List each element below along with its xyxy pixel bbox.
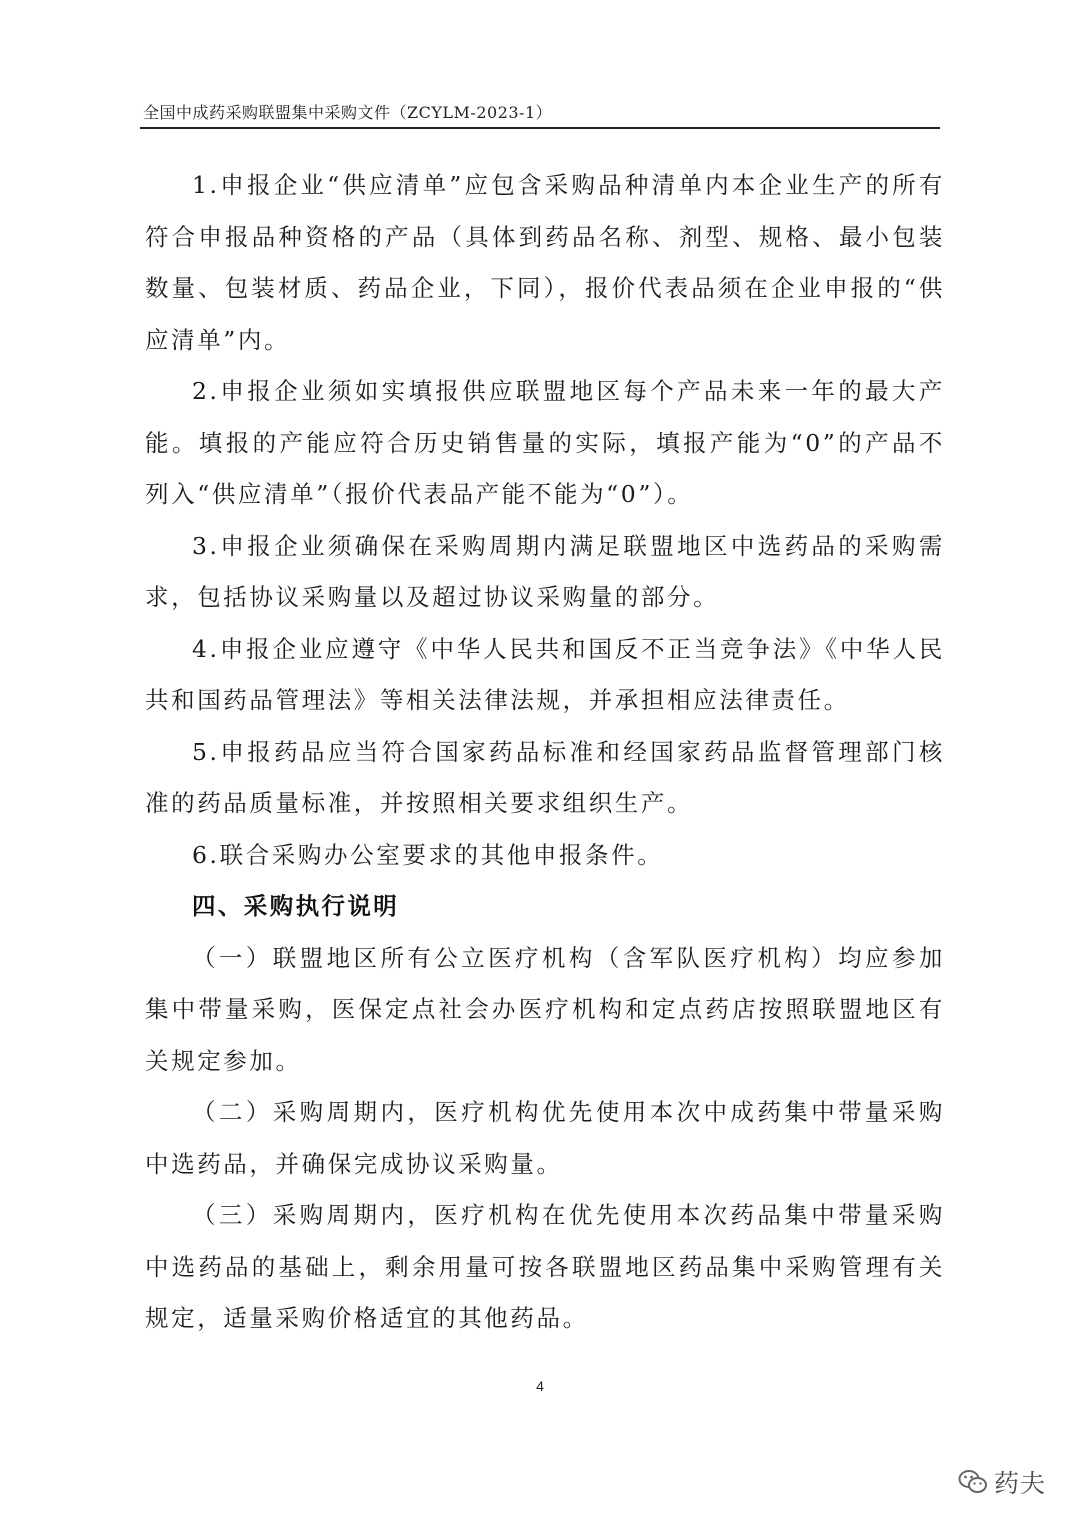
page-number: 4 <box>536 1378 544 1394</box>
document-title: 全国中成药采购联盟集中采购文件（ZCYLM-2023-1） <box>143 103 553 122</box>
header-divider <box>140 127 940 129</box>
paragraph-6: 6.联合采购办公室要求的其他申报条件。 <box>192 840 664 869</box>
document-body <box>145 160 945 1345</box>
wechat-icon <box>958 1469 988 1495</box>
paragraph-3: 3.申报企业须确保在采购周期内满足联盟地区中选药品的采购需求，包括协议采购量以及超过协议采购量的部分。 <box>145 531 945 611</box>
paragraph-5: 5.申报药品应当符合国家药品标准和经国家药品监督管理部门核准的药品质量标准，并按照相关要求组织生产。 <box>145 737 945 817</box>
paragraph-1: 1.申报企业“供应清单”应包含采购品种清单内本企业生产的所有符合申报品种资格的产品（具体到药品名称、剂型、规格、最小包装数量、包装材质、药品企业，下同），报价代表品须在企业申报的“供应清单”内。 <box>145 171 945 354</box>
paragraph-4: 4.申报企业应遵守《中华人民共和国反不正当竞争法》《中华人民共和国药品管理法》等相关法律法规，并承担相应法律责任。 <box>145 634 945 714</box>
paragraph-2: 2.申报企业须如实填报供应联盟地区每个产品未来一年的最大产能。填报的产能应符合历史销售量的实际，填报产能为“0”的产品不列入“供应清单”（报价代表品产能不能为“0”）。 <box>145 377 945 508</box>
watermark-text: 药夫 <box>994 1469 1047 1498</box>
paragraph-9: （三）采购周期内，医疗机构在优先使用本次药品集中带量采购中选药品的基础上，剩余用量可按各联盟地区药品集中采购管理有关规定，适量采购价格适宜的其他药品。 <box>145 1201 945 1332</box>
paragraph-8: （二）采购周期内，医疗机构优先使用本次中成药集中带量采购中选药品，并确保完成协议采购量。 <box>145 1098 945 1178</box>
section-heading: 四、采购执行说明 <box>192 892 400 920</box>
paragraph-7: （一）联盟地区所有公立医疗机构（含军队医疗机构）均应参加集中带量采购，医保定点社会办医疗机构和定点药店按照联盟地区有关规定参加。 <box>145 943 945 1075</box>
watermark <box>958 1462 1046 1502</box>
